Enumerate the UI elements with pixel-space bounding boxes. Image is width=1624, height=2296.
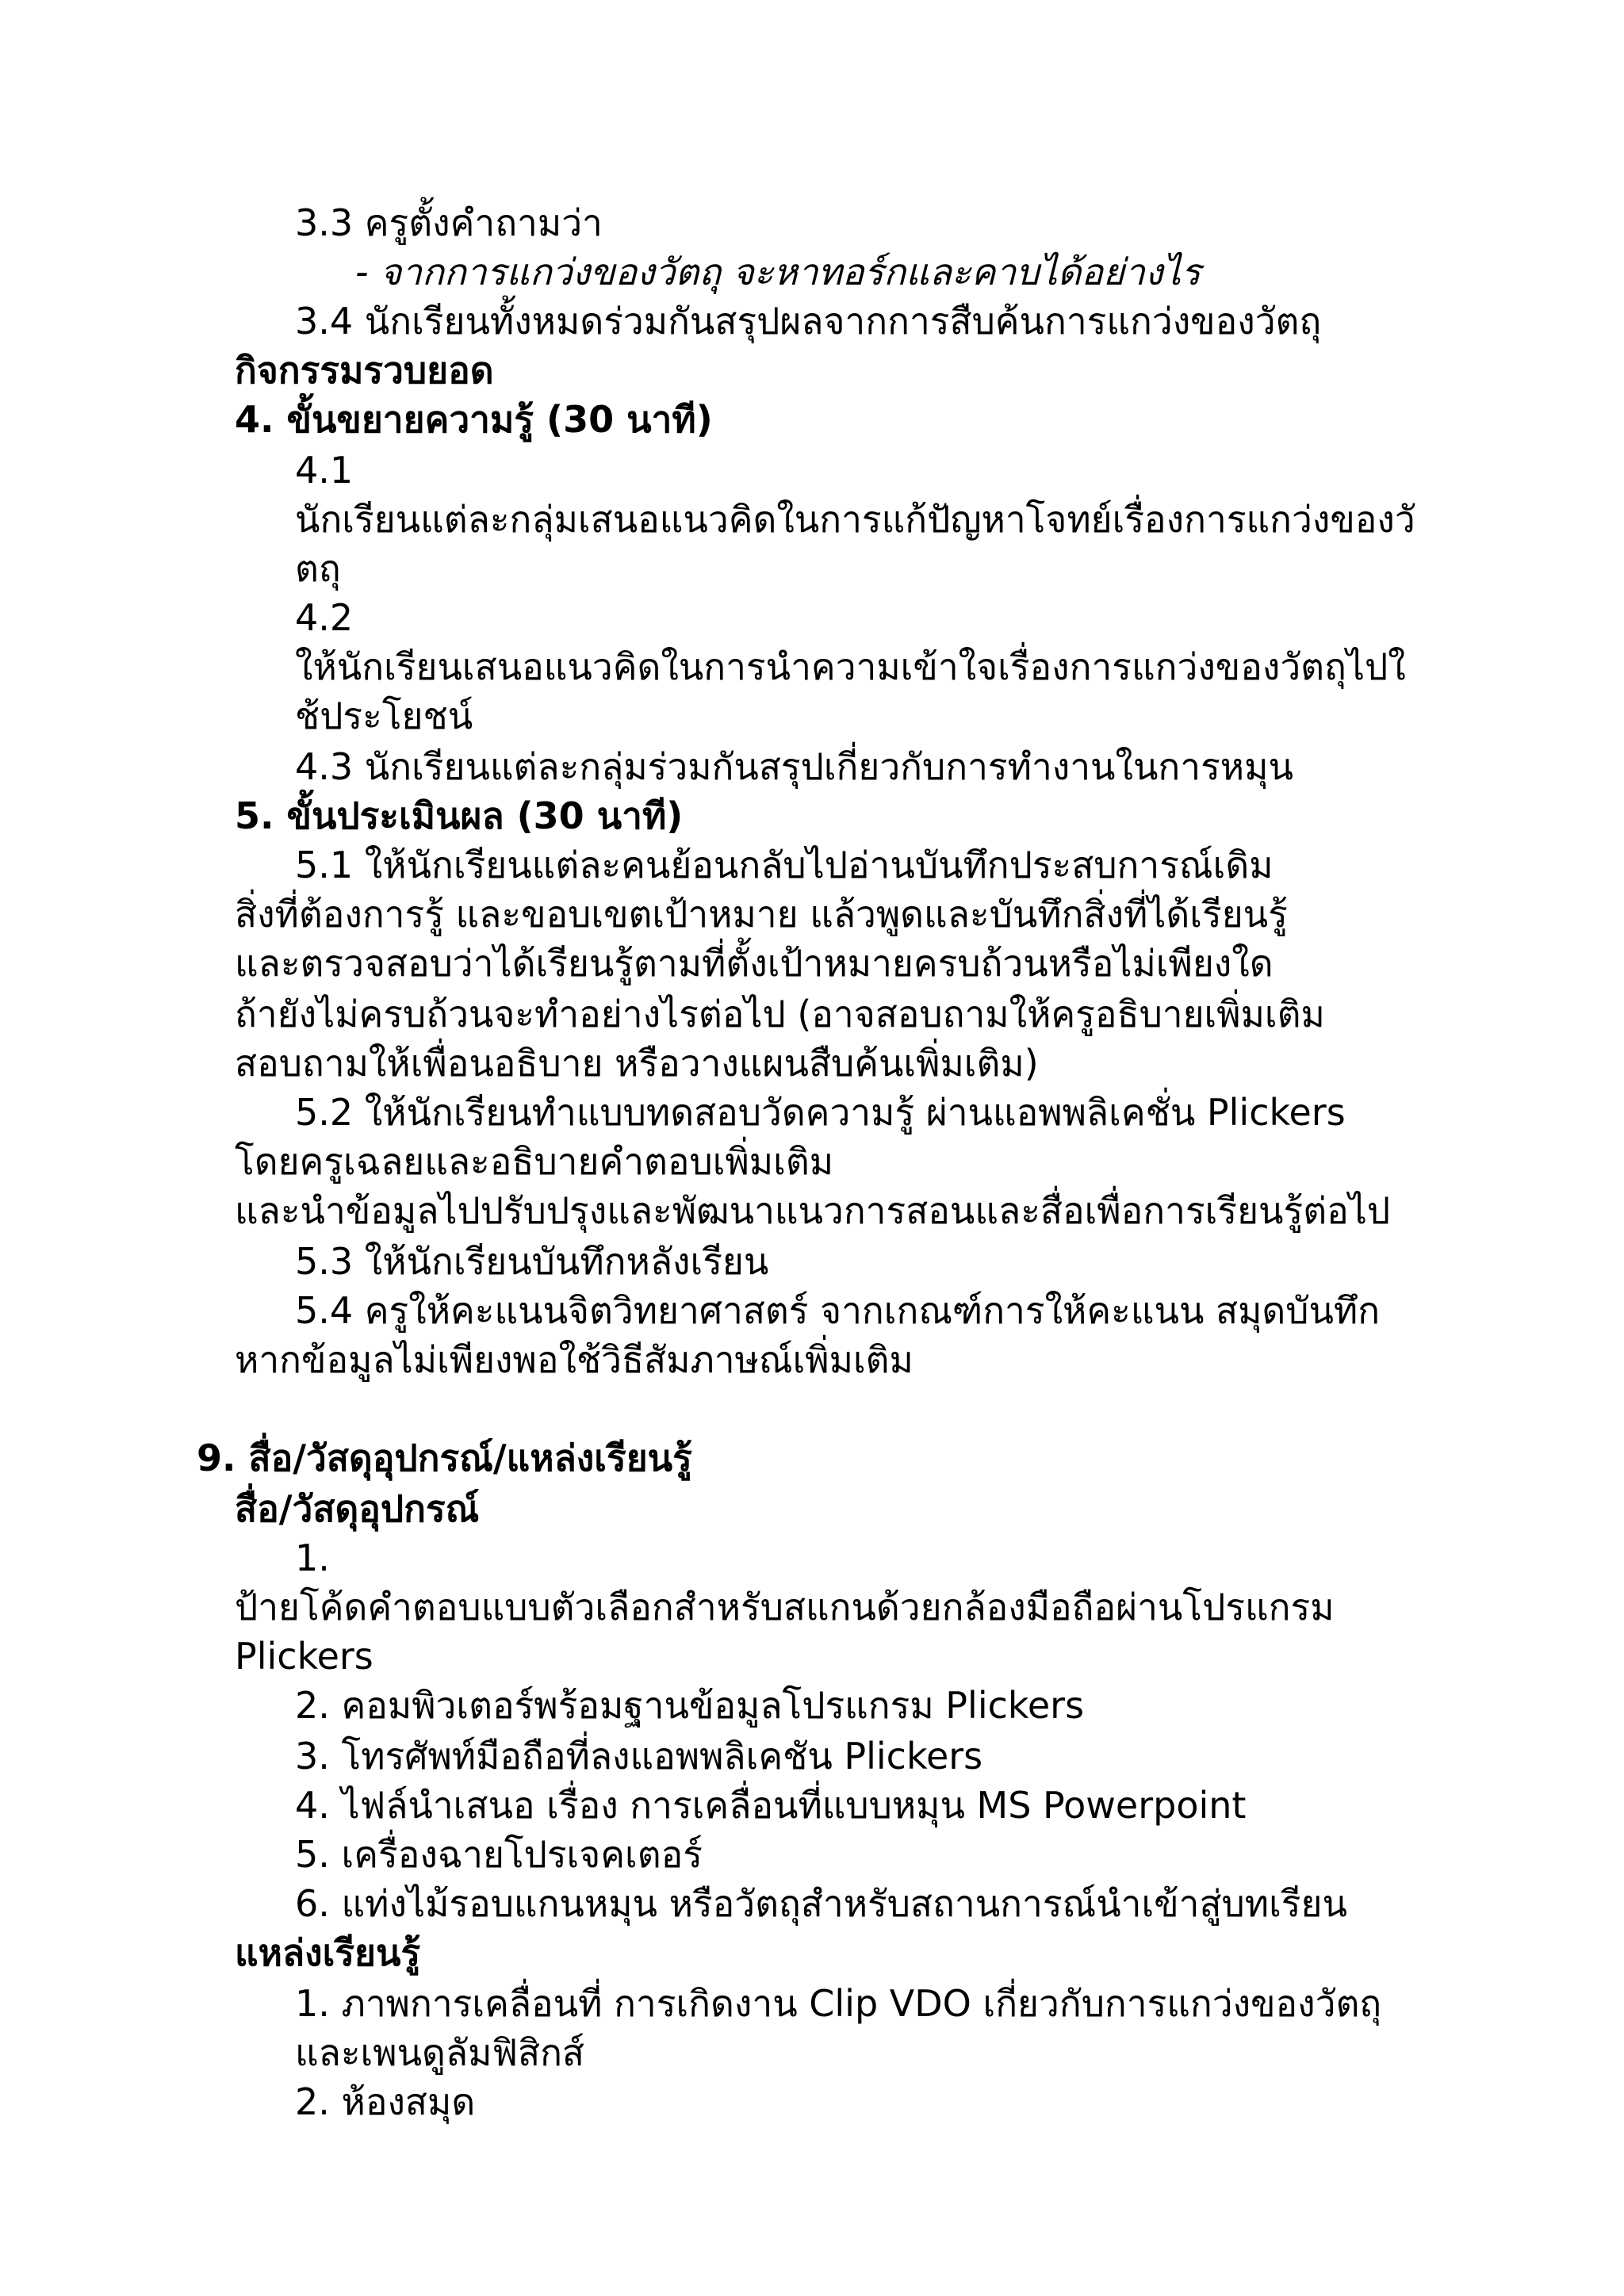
heading-learning-sources: แหล่งเรียนรู้	[235, 1931, 421, 1974]
heading-summary-activity: กิจกรรมรวบยอด	[235, 349, 494, 392]
line-3-3-question: - จากการแกว่งของวัตถุ จะหาทอร์กและคาบได้อย่างไร	[355, 251, 1201, 293]
line-4-1-text-cont: ตถุ	[295, 547, 341, 590]
line-5-2-cont-2: และนำข้อมูลไปปรับปรุงและพัฒนาแนวการสอนและสื่อเพื่อการเรียนรู้ต่อไป	[235, 1189, 1391, 1232]
line-5-3: 5.3 ให้นักเรียนบันทึกหลังเรียน	[295, 1240, 769, 1283]
source-item-2: 2. ห้องสมุด	[295, 2080, 476, 2123]
line-5-2-cont-1: โดยครูเฉลยและอธิบายคำตอบเพิ่มเติม	[235, 1140, 834, 1183]
line-5-1-cont-4: สอบถามให้เพื่อนอธิบาย หรือวางแผนสืบค้นเพิ่มเติม)	[235, 1042, 1039, 1085]
media-item-1-text-cont: Plickers	[235, 1635, 373, 1678]
source-item-1: 1. ภาพการเคลื่อนที่ การเกิดงาน Clip VDO เกี่ยวกับการแกว่งของวัตถุ	[295, 1982, 1382, 2025]
line-4-3: 4.3 นักเรียนแต่ละกลุ่มร่วมกันสรุปเกี่ยวกับการทำงานในการหมุน	[295, 745, 1293, 788]
line-4-2-number: 4.2	[295, 596, 354, 639]
heading-step-4: 4. ขั้นขยายความรู้ (30 นาที)	[235, 398, 713, 441]
line-4-1-text: นักเรียนแต่ละกลุ่มเสนอแนวคิดในการแก้ปัญหาโจทย์เรื่องการแกว่งของวั	[295, 498, 1415, 541]
line-4-2-text: ให้นักเรียนเสนอแนวคิดในการนำความเข้าใจเรื่องการแกว่งของวัตถุไปใ	[295, 645, 1406, 688]
line-5-2: 5.2 ให้นักเรียนทำแบบทดสอบวัดความรู้ ผ่านแอพพลิเคชั่น Plickers	[295, 1091, 1346, 1134]
line-5-4: 5.4 ครูให้คะแนนจิตวิทยาศาสตร์ จากเกณฑ์การให้คะแนน สมุดบันทึก	[295, 1289, 1381, 1332]
line-5-4-cont: หากข้อมูลไม่เพียงพอใช้วิธีสัมภาษณ์เพิ่มเติม	[235, 1338, 914, 1381]
media-item-1-number: 1.	[295, 1536, 330, 1579]
media-item-1-text: ป้ายโค้ดคำตอบแบบตัวเลือกสำหรับสแกนด้วยกล้องมือถือผ่านโปรแกรม	[235, 1586, 1335, 1628]
line-5-1-cont-2: และตรวจสอบว่าได้เรียนรู้ตามที่ตั้งเป้าหมายครบถ้วนหรือไม่เพียงใด	[235, 942, 1274, 985]
line-5-1-cont-1: สิ่งที่ต้องการรู้ และขอบเขตเป้าหมาย แล้วพูดและบันทึกสิ่งที่ได้เรียนรู้	[235, 893, 1288, 936]
line-4-1-number: 4.1	[295, 449, 354, 492]
line-3-4: 3.4 นักเรียนทั้งหมดร่วมกันสรุปผลจากการสืบค้นการแกว่งของวัตถุ	[295, 300, 1322, 342]
source-item-1-cont: และเพนดูลัมฟิสิกส์	[295, 2031, 584, 2074]
media-item-3: 3. โทรศัพท์มือถือที่ลงแอพพลิเคชัน Plickers	[295, 1735, 983, 1777]
media-item-2: 2. คอมพิวเตอร์พร้อมฐานข้อมูลโปรแกรม Plickers	[295, 1684, 1085, 1727]
line-5-1-cont-3: ถ้ายังไม่ครบถ้วนจะทำอย่างไรต่อไป (อาจสอบถามให้ครูอธิบายเพิ่มเติม	[235, 993, 1325, 1035]
line-3-3-heading: 3.3 ครูตั้งคำถามว่า	[295, 201, 603, 244]
heading-step-5: 5. ขั้นประเมินผล (30 นาที)	[235, 794, 684, 837]
line-4-2-text-cont: ช้ประโยชน์	[295, 695, 473, 737]
media-item-5: 5. เครื่องฉายโปรเจคเตอร์	[295, 1833, 703, 1876]
line-5-1: 5.1 ให้นักเรียนแต่ละคนย้อนกลับไปอ่านบันทึกประสบการณ์เดิม	[295, 844, 1274, 886]
media-item-6: 6. แท่งไม้รอบแกนหมุน หรือวัตถุสำหรับสถานการณ์นำเข้าสู่บทเรียน	[295, 1882, 1347, 1925]
heading-media-materials: สื่อ/วัสดุอุปกรณ์	[235, 1487, 480, 1530]
media-item-4: 4. ไฟล์นำเสนอ เรื่อง การเคลื่อนที่แบบหมุน MS Powerpoint	[295, 1784, 1247, 1827]
heading-section-9: 9. สื่อ/วัสดุอุปกรณ์/แหล่งเรียนรู้	[197, 1437, 692, 1479]
